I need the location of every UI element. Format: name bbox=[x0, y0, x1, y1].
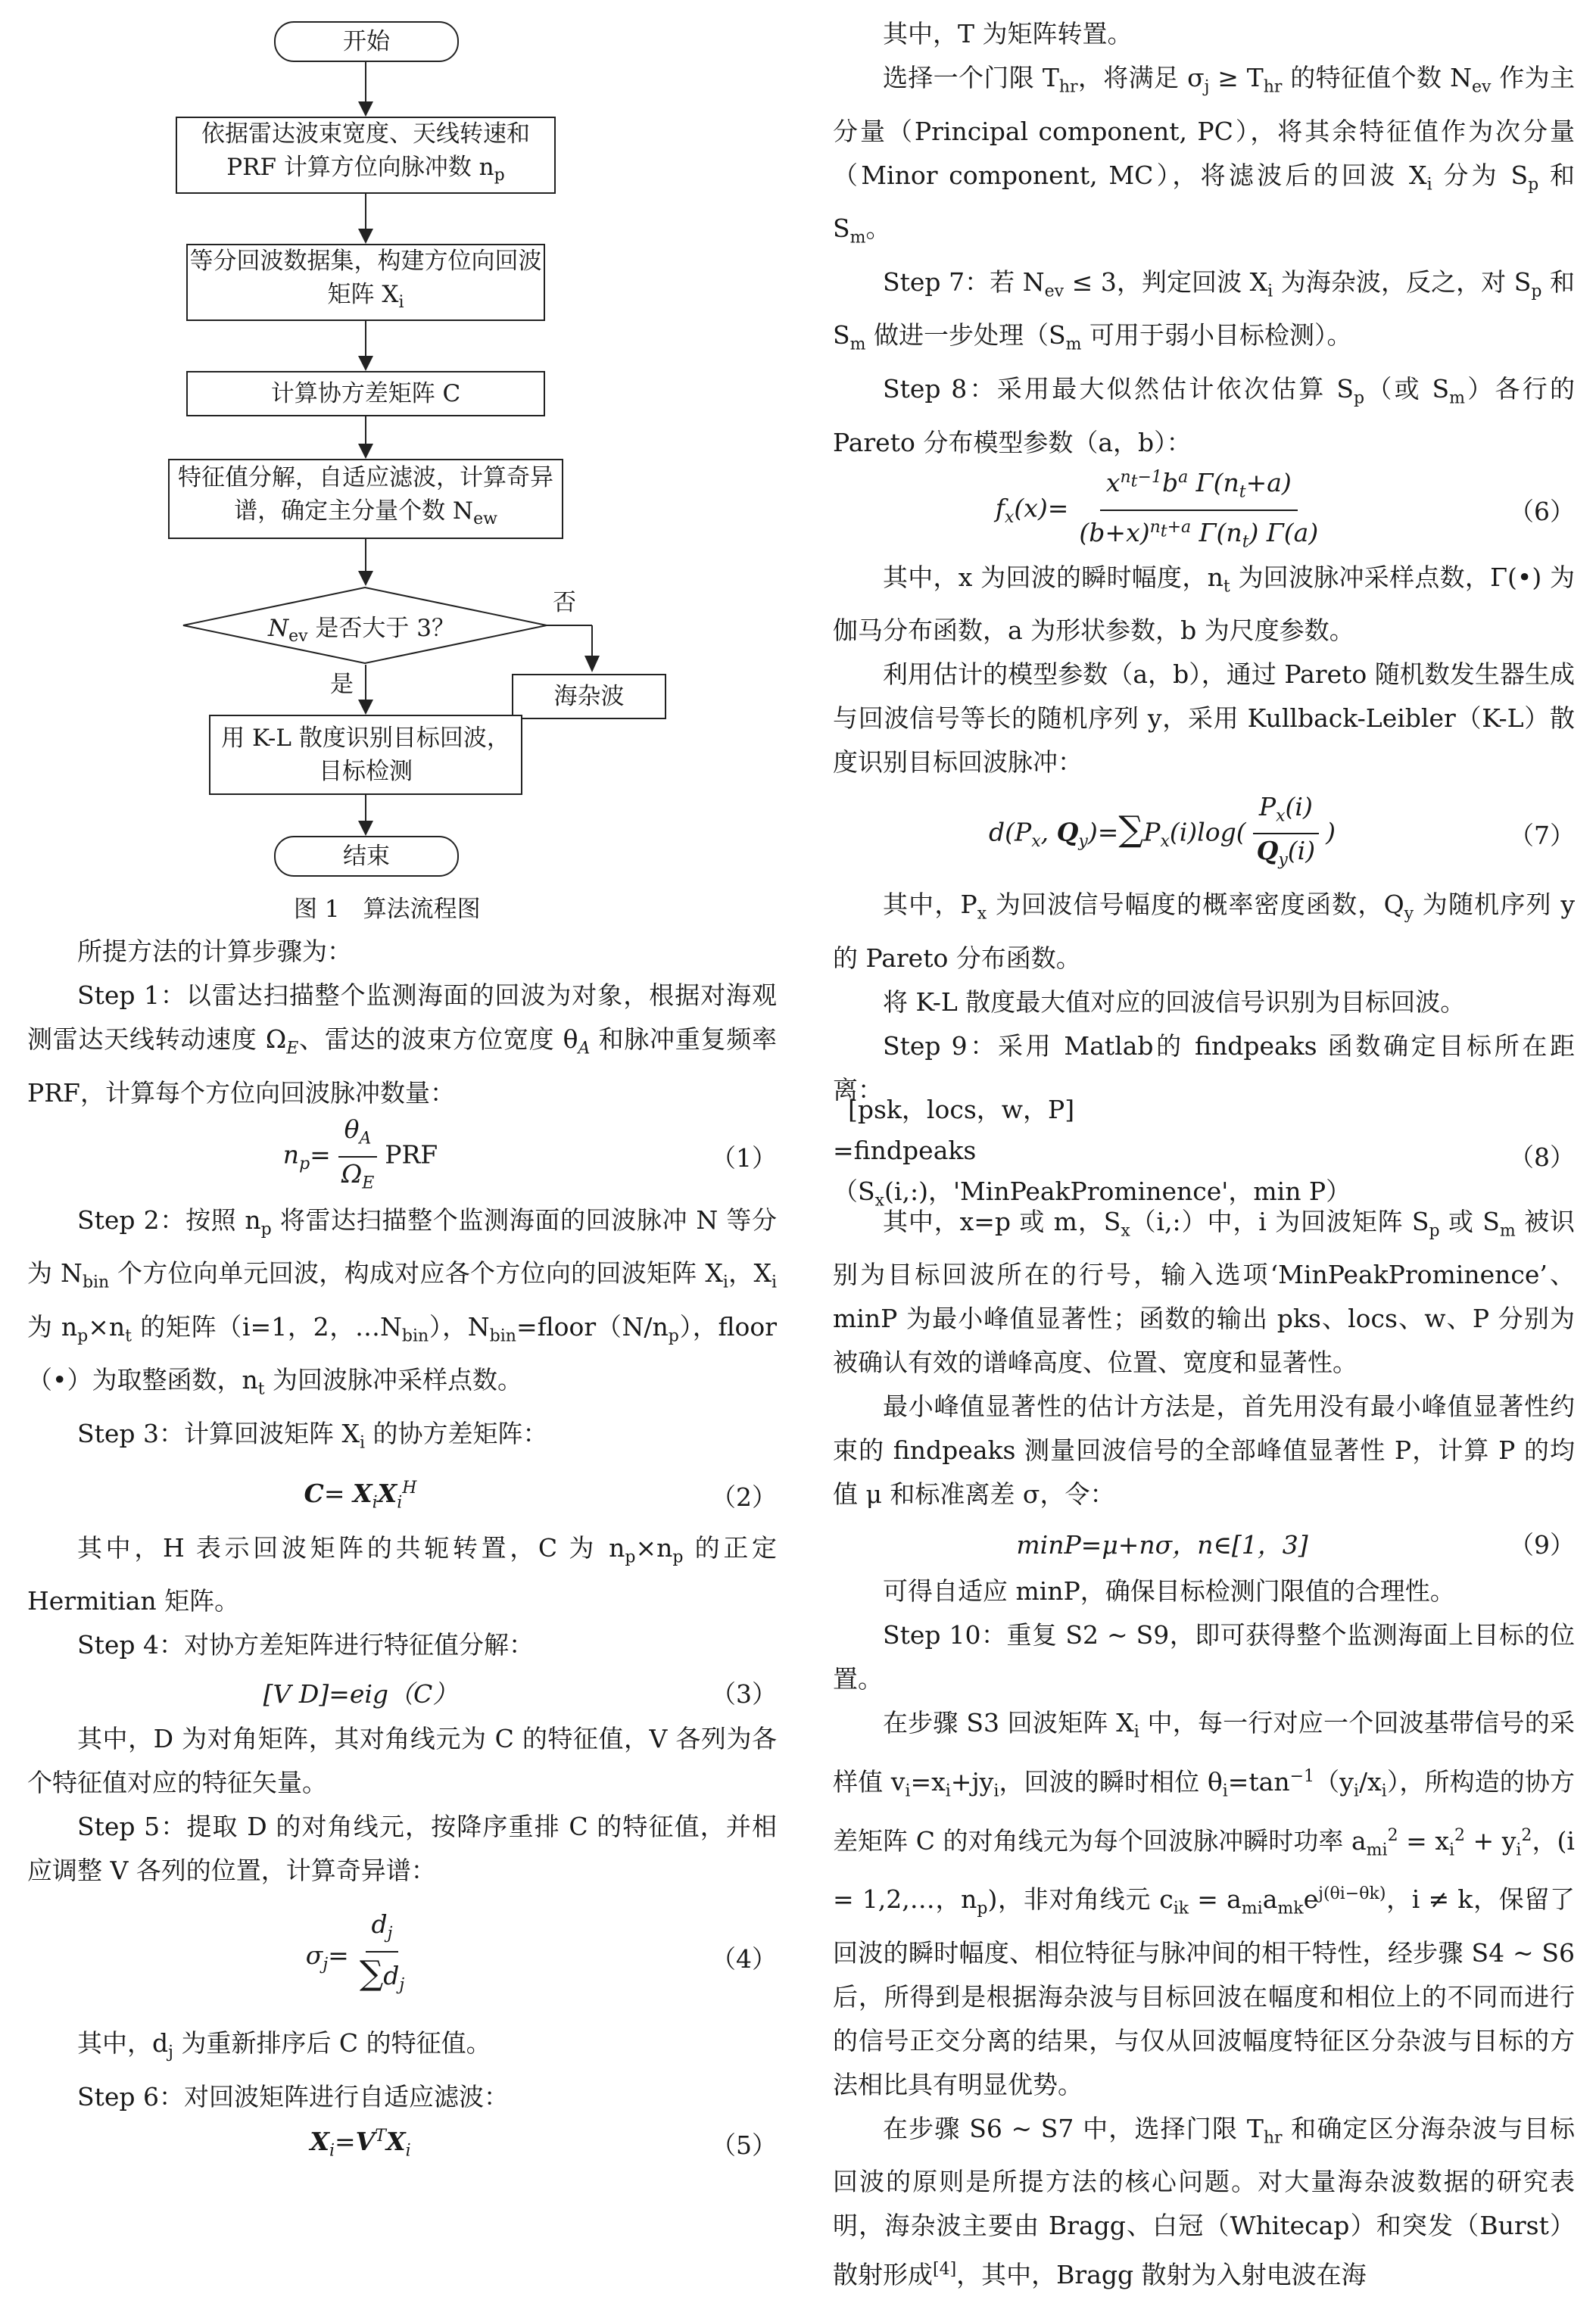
equation-2: $C= X_iX_i^H$ （2） bbox=[304, 1479, 777, 1513]
equation-4: $\sigma_j=$ $\frac{d_j}{\sum d_j}$ （4） bbox=[305, 1909, 777, 1995]
step6-text: Step 6：对回波矩阵进行自适应滤波： bbox=[77, 2081, 510, 2112]
equation-9: minP=μ+nσ，n∈[1，3] （9） bbox=[1016, 1529, 1575, 1560]
left-column bbox=[27, 930, 777, 2169]
flow-decision-text: $N_{ev}$ 是否大于 3？ bbox=[268, 615, 456, 647]
step1-text: Step 1：以雷达扫描整个监测海面的回波为对象，根据对海观测雷达天线转动速度 $\Omega_E$、雷达的波束方位宽度 $\theta_A$ 和脉冲重复频率 PRF，计算每个方位向回波脉冲数量： bbox=[27, 980, 777, 1108]
step4-text: Step 4：对协方差矩阵进行特征值分解： bbox=[77, 1630, 535, 1660]
flow-arrow bbox=[365, 319, 366, 369]
step5-text: Step 5：提取 D 的对角线元，按降序重排 C 的特征值，并相应调整 V 各列的位置，计算奇异谱： bbox=[27, 1812, 777, 1886]
min-peak-text: 最小峰值显著性的估计方法是，首先用没有最小峰值显著性约束的 findpeaks 测量回波信号的全部峰值显著性 P，计算 P 的均值 μ 和标准离差 σ，令： bbox=[833, 1392, 1575, 1510]
flow-end: 结束 bbox=[274, 836, 459, 877]
equation-6: $f_x(x)=$ $\frac{x^{n_t-1}b^a \Gamma(n_t+a)}{(b+x)^{n_t+a} \Gamma(n_t) \Gamma(a)}$ （6） bbox=[833, 465, 1575, 556]
flow-start: 开始 bbox=[274, 21, 459, 62]
step2-text: Step 2：按照 $n_p$ 将雷达扫描整个监测海面的回波脉冲 N 等分为 $N_{bin}$ 个方位向单元回波，构成对应各个方位向的回波矩阵 $X_i$，$X_i$ 为 $n_p\times n_t$ 的矩阵（i=1，2，$\dots N_{bin}$），$N_{bin}=floor(N/n_p)$，floor（•）为取整函数，$n_t$ 为回波脉冲采样点数。 bbox=[27, 1205, 778, 1399]
s3-analysis-text: 在步骤 S3 回波矩阵 $X_i$ 中，每一行对应一个回波基带信号的采样值 $v_i=x_i+jy_i$，回波的瞬时相位 $\theta_i=\tan^{-1}(y_i/x_i)$，所构造的协方差矩阵 C 的对角线元为每个回波脉冲瞬时功率 $a_{mi}^2 = x_i^2 + y_i^2$，(i = 1,2,…，$n_p$)，非对角线元 $c_{ik} = a_{mi}a_{mk}e^{j(\theta i-\theta k)}$，i ≠ k，保留了回波的瞬时幅度、相位特征与脉冲间的相干特性，经步骤 S4 ~ S6 后，所得到是根据海杂波与目标回波在幅度和相位上的不同而进行的信号正交分离的结果，与仅从回波幅度特征区分杂波与目标的方法相比具有明显优势。 bbox=[833, 1708, 1576, 2099]
max-kl-text: 将 K-L 散度最大值对应的回波信号识别为目标回波。 bbox=[883, 986, 1466, 1017]
flow-arrow bbox=[365, 793, 366, 834]
equation-8: [psk，locs，w，P] $=findpeaks(S_x(i,:)$，'MinPeakProminence'，min P） （8） bbox=[833, 1095, 1575, 1211]
step10-text: Step 10：重复 S2 ~ S9，即可获得整个监测海面上目标的位置。 bbox=[833, 1620, 1575, 1694]
flow-arrow bbox=[365, 538, 366, 584]
flow-sea-clutter: 海杂波 bbox=[512, 674, 666, 719]
step8-text: Step 8：采用最大似然估计依次估算 $S_p$（或 $S_m$）各行的 Pareto 分布模型参数（a，b）： bbox=[833, 373, 1575, 457]
flow-yes-label: 是 bbox=[330, 671, 354, 698]
step3-text: Step 3：计算回波矩阵 $X_i$ 的协方差矩阵： bbox=[77, 1418, 548, 1453]
figure-caption: 图 1 算法流程图 bbox=[294, 896, 481, 923]
flow-step-pulse-count: 依据雷达波束宽度、天线转速和 PRF 计算方位向脉冲数 $n_p$ bbox=[176, 117, 556, 194]
flow-step-build-matrix: 等分回波数据集，构建方位向回波矩阵 $X_i$ bbox=[186, 244, 545, 321]
flow-arrow bbox=[365, 61, 366, 115]
equation-1: $n_p=$ $\frac{\theta_A}{\Omega_E}$ PRF （1） bbox=[282, 1114, 777, 1193]
equation-5: $X_i=V^TX_i$ （5） bbox=[310, 2127, 777, 2161]
s6-analysis-text: 在步骤 S6 ~ S7 中，选择门限 $T_{hr}$ 和确定区分海杂波与目标回波的原则是所提方法的核心问题。对大量海杂波数据的研究表明，海杂波主要由 Bragg、白冠（Whitecap）和突发（Burst）散射形成[4]，其中，Bragg 散射为入射电波在海 bbox=[833, 2113, 1575, 2290]
flow-step-kl-detect: 用 K-L 散度识别目标回波，目标检测 bbox=[209, 715, 522, 795]
flow-no-label: 否 bbox=[553, 589, 576, 616]
kl-text: 利用估计的模型参数（a，b），通过 Pareto 随机数发生器生成与回波信号等长的随机序列 y，采用 Kullback-Leibler（K-L）散度识别目标回波脉冲： bbox=[833, 659, 1575, 778]
equation-7: $d(P_x$, $Q_y)=\sum P_x(i)\log$( $\frac{P_x(i)}{Q_y(i)}$ ) （7） bbox=[989, 791, 1575, 870]
flow-arrow bbox=[365, 415, 366, 457]
after-eq2-text: 其中，H 表示回波矩阵的共轭转置，C 为 $n_p\times n_p$ 的正定 Hermitian 矩阵。 bbox=[27, 1532, 777, 1616]
transpose-text: 其中，T 为矩阵转置。 bbox=[883, 19, 1133, 48]
flow-arrow bbox=[365, 665, 366, 713]
algorithm-flowchart bbox=[27, 15, 709, 878]
after-eq8-text: 其中，x=p 或 m，$S_x(i,:)$中，i 为回波矩阵 $S_p$ 或 $S_m$ 被识别为目标回波所在的行号，输入选项‘MinPeakProminence’、minP 为最小峰值显著性；函数的输出 pks、locs、w、P 分别为被确认有效的谱峰高度、位置、宽度和显著性。 bbox=[833, 1206, 1575, 1378]
after-eq7-text: 其中，$P_x$ 为回波信号幅度的概率密度函数，$Q_y$ 为随机序列 y 的 Pareto 分布函数。 bbox=[833, 890, 1575, 973]
flow-arrow bbox=[365, 192, 366, 242]
flow-step-covariance: 计算协方差矩阵 C bbox=[186, 371, 545, 416]
step7-text: Step 7：若 $N_{ev} \le 3$，判定回波 $X_i$ 为海杂波，反之，对 $S_p$ 和 $S_m$ 做进一步处理（$S_m$ 可用于弱小目标检测）。 bbox=[833, 266, 1576, 354]
after-eq3-text: 其中，D 为对角矩阵，其对角线元为 C 的特征值，V 各列为各个特征值对应的特征矢量。 bbox=[27, 1724, 777, 1798]
flow-step-eigen: 特征值分解，自适应滤波，计算奇异谱，确定主分量个数 $N_{ew}$ bbox=[168, 459, 563, 539]
flow-no-branch-line bbox=[547, 613, 603, 674]
right-column bbox=[833, 12, 1575, 2297]
threshold-text: 选择一个门限 $T_{hr}$，将满足 $\sigma_j \ge T_{hr}$ 的特征值个数 $N_{ev}$ 作为主分量（Principal component, PC），将其余特征值作为次分量（Minor component, MC），将滤波后的回波 $X_i$ 分为 $S_p$ 和 $S_m$。 bbox=[833, 63, 1575, 248]
intro-text: 所提方法的计算步骤为： bbox=[77, 937, 352, 966]
adaptive-text: 可得自适应 minP，确保目标检测门限值的合理性。 bbox=[883, 1576, 1455, 1607]
equation-3: [V D]=eig（C） （3） bbox=[263, 1678, 777, 1709]
after-eq6-text: 其中，x 为回波的瞬时幅度，$n_t$ 为回波脉冲采样点数，Γ(•) 为伽马分布函数，a 为形状参数，b 为尺度参数。 bbox=[833, 562, 1575, 646]
step9-text: Step 9：采用 Matlab的 findpeaks 函数确定目标所在距离： bbox=[833, 1030, 1575, 1105]
after-eq4-text: 其中，$d_j$ 为重新排序后 C 的特征值。 bbox=[77, 2028, 491, 2062]
